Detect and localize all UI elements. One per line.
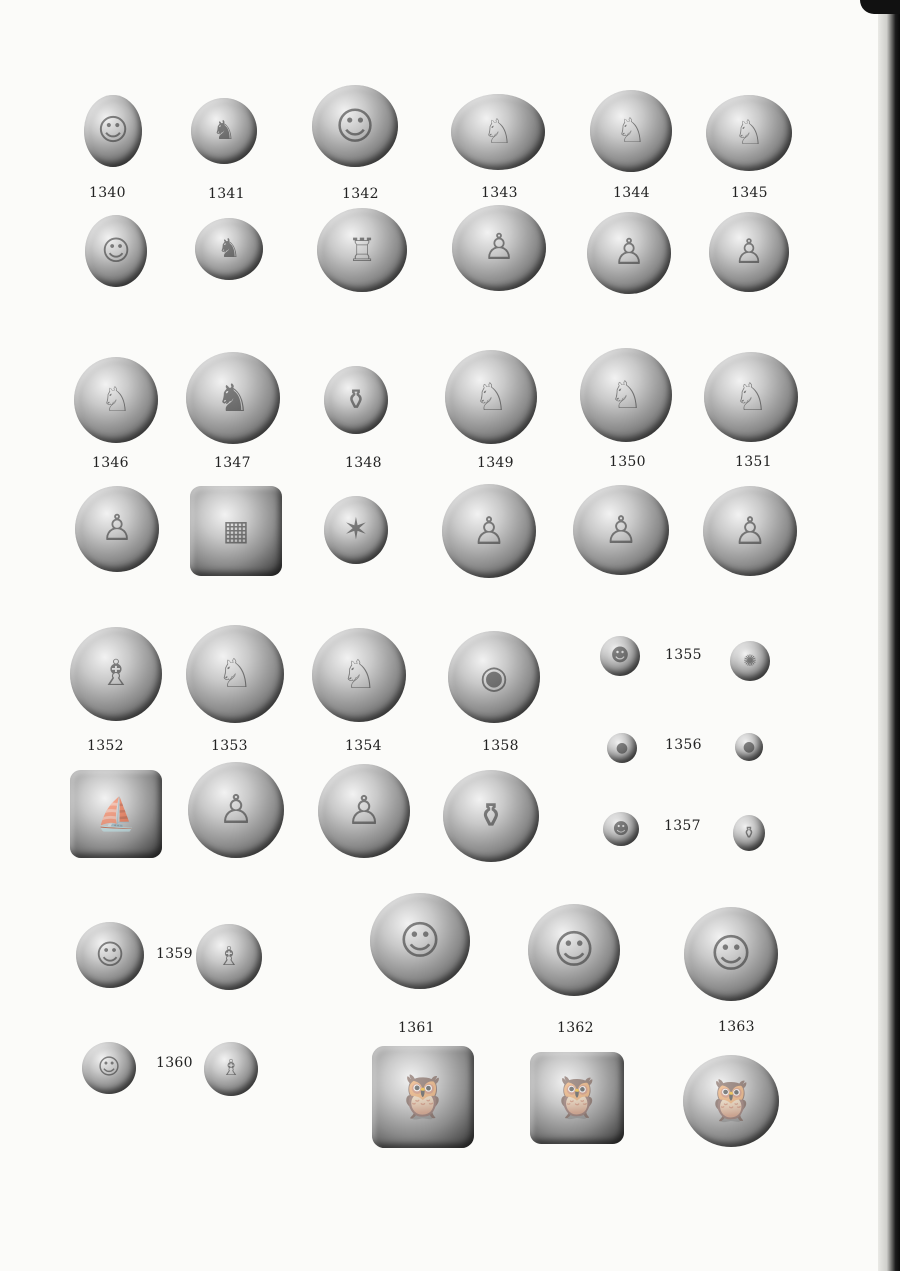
coin-1346-obverse: ♘ bbox=[74, 357, 158, 443]
coin-1345-reverse: ♙ bbox=[709, 212, 789, 292]
catalog-number-1362: 1362 bbox=[557, 1020, 594, 1036]
catalog-number-1357: 1357 bbox=[664, 818, 701, 834]
coin-1349-obverse: ♘ bbox=[445, 350, 537, 444]
coin-1361-reverse: 🦉 bbox=[372, 1046, 474, 1148]
coin-1356-reverse: ● bbox=[735, 733, 763, 761]
coin-1344-reverse: ♙ bbox=[587, 212, 671, 294]
catalog-number-1342: 1342 bbox=[342, 186, 379, 202]
coin-1346-reverse: ♙ bbox=[75, 486, 159, 572]
catalog-number-1359: 1359 bbox=[156, 946, 193, 962]
catalog-number-1363: 1363 bbox=[718, 1019, 755, 1035]
catalog-number-1345: 1345 bbox=[731, 185, 768, 201]
coin-1342-reverse: ♖ bbox=[317, 208, 407, 292]
catalog-number-1355: 1355 bbox=[665, 647, 702, 663]
coin-1344-obverse: ♘ bbox=[590, 90, 672, 172]
catalog-number-1361: 1361 bbox=[398, 1020, 435, 1036]
coin-1362-reverse: 🦉 bbox=[530, 1052, 624, 1144]
catalog-number-1344: 1344 bbox=[613, 185, 650, 201]
catalog-number-1351: 1351 bbox=[735, 454, 772, 470]
coin-1351-reverse: ♙ bbox=[703, 486, 797, 576]
coin-1360-obverse: ☺ bbox=[82, 1042, 136, 1094]
book-binding-edge bbox=[878, 0, 900, 1271]
coin-1348-reverse: ✶ bbox=[324, 496, 388, 564]
coin-1354-reverse: ♙ bbox=[318, 764, 410, 858]
catalog-number-1346: 1346 bbox=[92, 455, 129, 471]
coin-1361-obverse: ☺ bbox=[370, 893, 470, 989]
coin-1353-reverse: ♙ bbox=[188, 762, 284, 858]
catalog-number-1341: 1341 bbox=[208, 186, 245, 202]
coin-1352-obverse: ♗ bbox=[70, 627, 162, 721]
catalog-number-1354: 1354 bbox=[345, 738, 382, 754]
catalog-number-1358: 1358 bbox=[482, 738, 519, 754]
catalog-number-1352: 1352 bbox=[87, 738, 124, 754]
coin-1350-obverse: ♘ bbox=[580, 348, 672, 442]
coin-1360-reverse: ♗ bbox=[204, 1042, 258, 1096]
coin-1340-reverse: ☺ bbox=[85, 215, 147, 287]
coin-1357-obverse: ☻ bbox=[603, 812, 639, 846]
coin-1355-reverse: ✺ bbox=[730, 641, 770, 681]
coin-1362-obverse: ☺ bbox=[528, 904, 620, 996]
catalog-number-1343: 1343 bbox=[481, 185, 518, 201]
coin-1352-reverse: ⛵ bbox=[70, 770, 162, 858]
coin-1363-reverse: 🦉 bbox=[683, 1055, 779, 1147]
coin-1341-obverse: ♞ bbox=[191, 98, 257, 164]
coin-1342-obverse: ☺ bbox=[312, 85, 398, 167]
page-corner-shadow bbox=[860, 0, 900, 14]
coin-1356-obverse: ● bbox=[607, 733, 637, 763]
coin-1363-obverse: ☺ bbox=[684, 907, 778, 1001]
coin-1351-obverse: ♘ bbox=[704, 352, 798, 442]
catalog-number-1350: 1350 bbox=[609, 454, 646, 470]
coin-1348-obverse: ⚱ bbox=[324, 366, 388, 434]
catalog-number-1360: 1360 bbox=[156, 1055, 193, 1071]
coin-1353-obverse: ♘ bbox=[186, 625, 284, 723]
coin-1358-reverse: ⚱ bbox=[443, 770, 539, 862]
coin-1349-reverse: ♙ bbox=[442, 484, 536, 578]
coin-1343-reverse: ♙ bbox=[452, 205, 546, 291]
coin-1359-obverse: ☺ bbox=[76, 922, 144, 988]
catalog-number-1348: 1348 bbox=[345, 455, 382, 471]
catalog-number-1340: 1340 bbox=[89, 185, 126, 201]
catalog-number-1356: 1356 bbox=[665, 737, 702, 753]
catalog-number-1353: 1353 bbox=[211, 738, 248, 754]
coin-1347-reverse: ▦ bbox=[190, 486, 282, 576]
coin-1345-obverse: ♘ bbox=[706, 95, 792, 171]
coin-1347-obverse: ♞ bbox=[186, 352, 280, 444]
catalog-number-1347: 1347 bbox=[214, 455, 251, 471]
coin-1354-obverse: ♘ bbox=[312, 628, 406, 722]
catalog-number-1349: 1349 bbox=[477, 455, 514, 471]
coin-1341-reverse: ♞ bbox=[195, 218, 263, 280]
coin-1340-obverse: ☺ bbox=[84, 95, 142, 167]
coin-1355-obverse: ☻ bbox=[600, 636, 640, 676]
coin-1350-reverse: ♙ bbox=[573, 485, 669, 575]
coin-1358-obverse: ◉ bbox=[448, 631, 540, 723]
coin-1343-obverse: ♘ bbox=[451, 94, 545, 170]
coin-1357-reverse: ⚱ bbox=[733, 815, 765, 851]
coin-1359-reverse: ♗ bbox=[196, 924, 262, 990]
